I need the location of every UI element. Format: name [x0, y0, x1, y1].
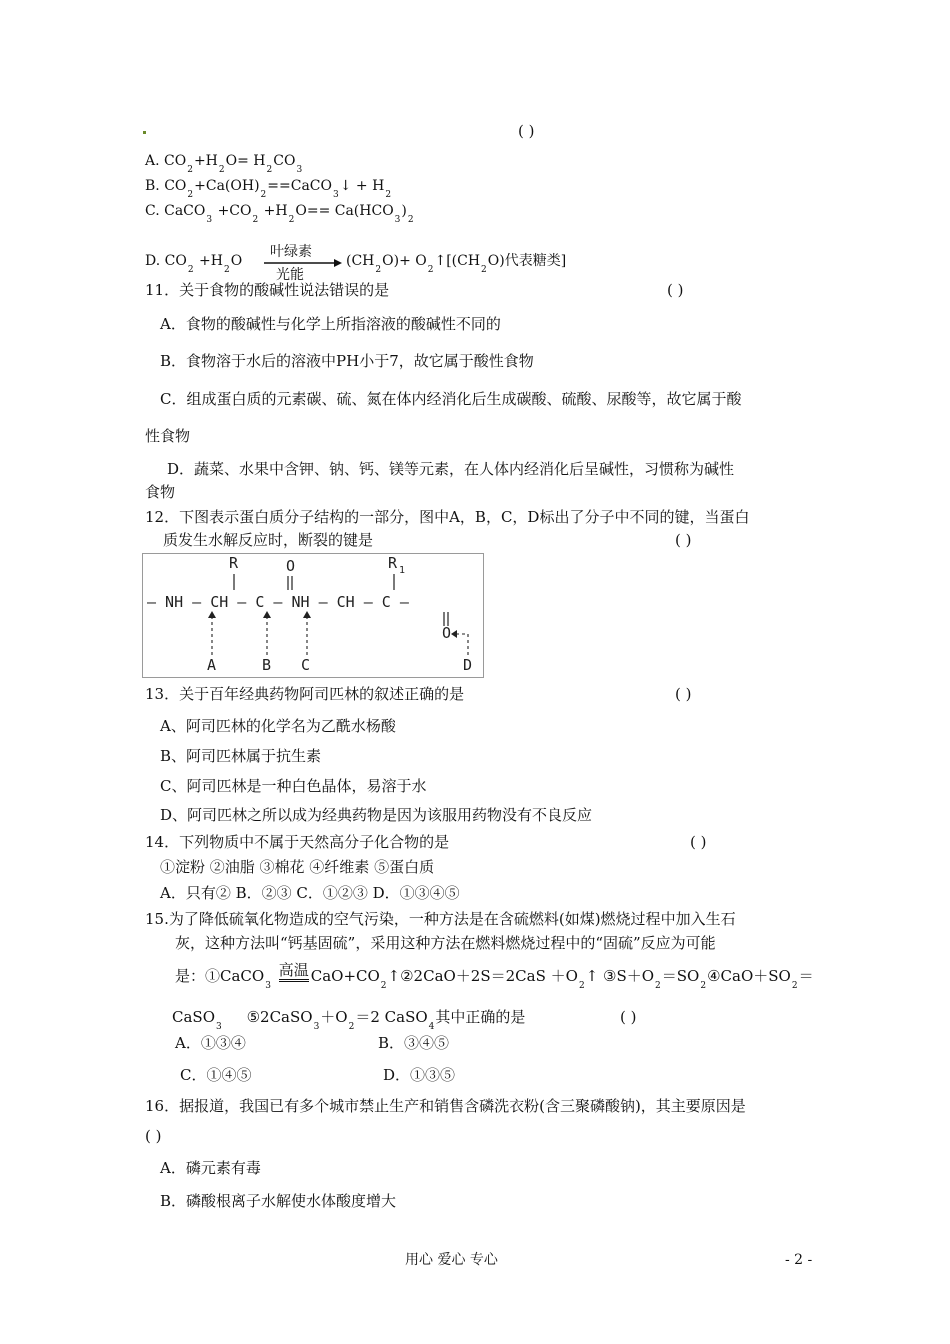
- q15-option-d: D．①③⑤: [383, 1066, 456, 1084]
- q11-option-a: A．食物的酸碱性与化学上所指溶液的酸碱性不同的: [160, 315, 501, 333]
- page-number: - 2 -: [785, 1252, 813, 1268]
- q14-paren: ( ): [690, 833, 707, 851]
- bond-label-d: D: [463, 656, 473, 674]
- q15-option-a: A．①③④: [175, 1034, 246, 1052]
- q11-option-c: C．组成蛋白质的元素碳、硫、氮在体内经消化后生成碳酸、硫酸、尿酸等，故它属于酸: [160, 390, 742, 408]
- q10-option-c: C. CaCO$_3$ $+CO_2 +H_2O== Ca(HCO_3)_2$: [145, 203, 414, 225]
- peptide-chain-text: — NH — CH — C — NH — CH — C —: [147, 593, 409, 611]
- q13-stem: 13．关于百年经典药物阿司匹林的叙述正确的是: [145, 685, 465, 703]
- bond-label-b: B: [262, 656, 272, 674]
- q10-option-b: B. $CO_2+Ca(OH)_2==CaCO_3↓ + H_2$: [145, 178, 392, 200]
- q11-stem: 11．关于食物的酸碱性说法错误的是: [145, 281, 390, 299]
- q12-paren: ( ): [675, 531, 692, 549]
- q11-paren: ( ): [667, 281, 684, 299]
- bond-label-a: A: [207, 656, 217, 674]
- r1-subscript: 1: [399, 565, 406, 576]
- q13-option-d: D、阿司匹林之所以成为经典药物是因为该服用药物没有不良反应: [160, 806, 593, 824]
- q15-paren: ( ): [620, 1008, 637, 1026]
- q16-option-b: B．磷酸根离子水解使水体酸度增大: [160, 1192, 397, 1210]
- footer-motto: 用心 爱心 专心: [405, 1252, 498, 1268]
- q14-items: ①淀粉 ②油脂 ③棉花 ④纤维素 ⑤蛋白质: [160, 858, 435, 876]
- q10-option-d-left: D. $CO_2 +H_2O$: [145, 253, 243, 275]
- q12-stem-cont: 质发生水解反应时，断裂的键是: [163, 531, 374, 549]
- q15-stem: 15.为了降低硫氧化物造成的空气污染，一种方法是在含硫燃料(如煤)燃烧过程中加入生石: [145, 910, 736, 928]
- q16-stem: 16．据报道，我国已有多个城市禁止生产和销售含磷洗衣粉(含三聚磷酸钠)，其主要原因是: [145, 1097, 746, 1115]
- carbonyl-o-2: O: [442, 624, 452, 642]
- peptide-chain-figure: [143, 554, 483, 677]
- q13-option-b: B、阿司匹林属于抗生素: [160, 747, 322, 765]
- q16-paren: ( ): [145, 1127, 162, 1145]
- r1-group-label: R: [388, 554, 398, 572]
- arrow-d: [457, 634, 468, 655]
- q10-option-d-right: $(CH_2O)+$ $O_2↑[(CH_2O)$代表糖类]: [346, 253, 567, 275]
- q13-paren: ( ): [675, 685, 692, 703]
- carbonyl-o-1: O: [286, 557, 296, 575]
- protein-structure-diagram: [142, 553, 484, 678]
- q13-option-a: A、阿司匹林的化学名为乙酰水杨酸: [160, 717, 396, 735]
- q10-option-a: A. $CO_2+H_2O= H_2CO_3$: [145, 153, 303, 175]
- r-group-label: R: [229, 554, 239, 572]
- q12-stem: 12．下图表示蛋白质分子结构的一部分，图中A，B，C，D标出了分子中不同的键，当蛋白: [145, 508, 750, 526]
- q11-option-b: B．食物溶于水后的溶液中PH小于7，故它属于酸性食物: [160, 352, 534, 370]
- high-temp-condition: 高温: [279, 961, 309, 982]
- q10-paren: ( ): [518, 122, 535, 140]
- q11-option-d-cont: 食物: [145, 483, 176, 501]
- q13-option-c: C、阿司匹林是一种白色晶体，易溶于水: [160, 777, 427, 795]
- q15-reactions-line2: CaSO$_3$ $⑤2CaSO_3+O_2=2$ CaSO$_4$其中正确的是: [172, 1008, 526, 1032]
- q15-option-b: B．③④⑤: [378, 1034, 450, 1052]
- q15-reactions-line1: 是：①CaCO$_3$ 高温 $CaO+CO_2↑②2CaO+2S=2CaS$ $+O_2↑$ $③S+O_2=SO_2④CaO+SO_2=$: [175, 961, 814, 991]
- q14-stem: 14．下列物质中不属于天然高分子化合物的是: [145, 833, 450, 851]
- stray-mark: [143, 131, 146, 134]
- q14-options: A．只有② B．②③ C．①②③ D．①③④⑤: [160, 884, 460, 902]
- arrow-condition-top: 叶绿素: [270, 244, 312, 260]
- q11-option-d: D．蔬菜、水果中含钾、钠、钙、镁等元素，在人体内经消化后呈碱性，习惯称为碱性: [167, 460, 735, 478]
- arrow-condition-bottom: 光能: [276, 267, 304, 283]
- q15-stem-cont: 灰，这种方法叫“钙基固硫”，采用这种方法在燃料燃烧过程中的“固硫”反应为可能: [175, 934, 716, 952]
- q16-option-a: A．磷元素有毒: [160, 1159, 261, 1177]
- bond-label-c: C: [301, 656, 311, 674]
- q11-option-c-cont: 性食物: [145, 427, 191, 445]
- q15-option-c: C．①④⑤: [180, 1066, 252, 1084]
